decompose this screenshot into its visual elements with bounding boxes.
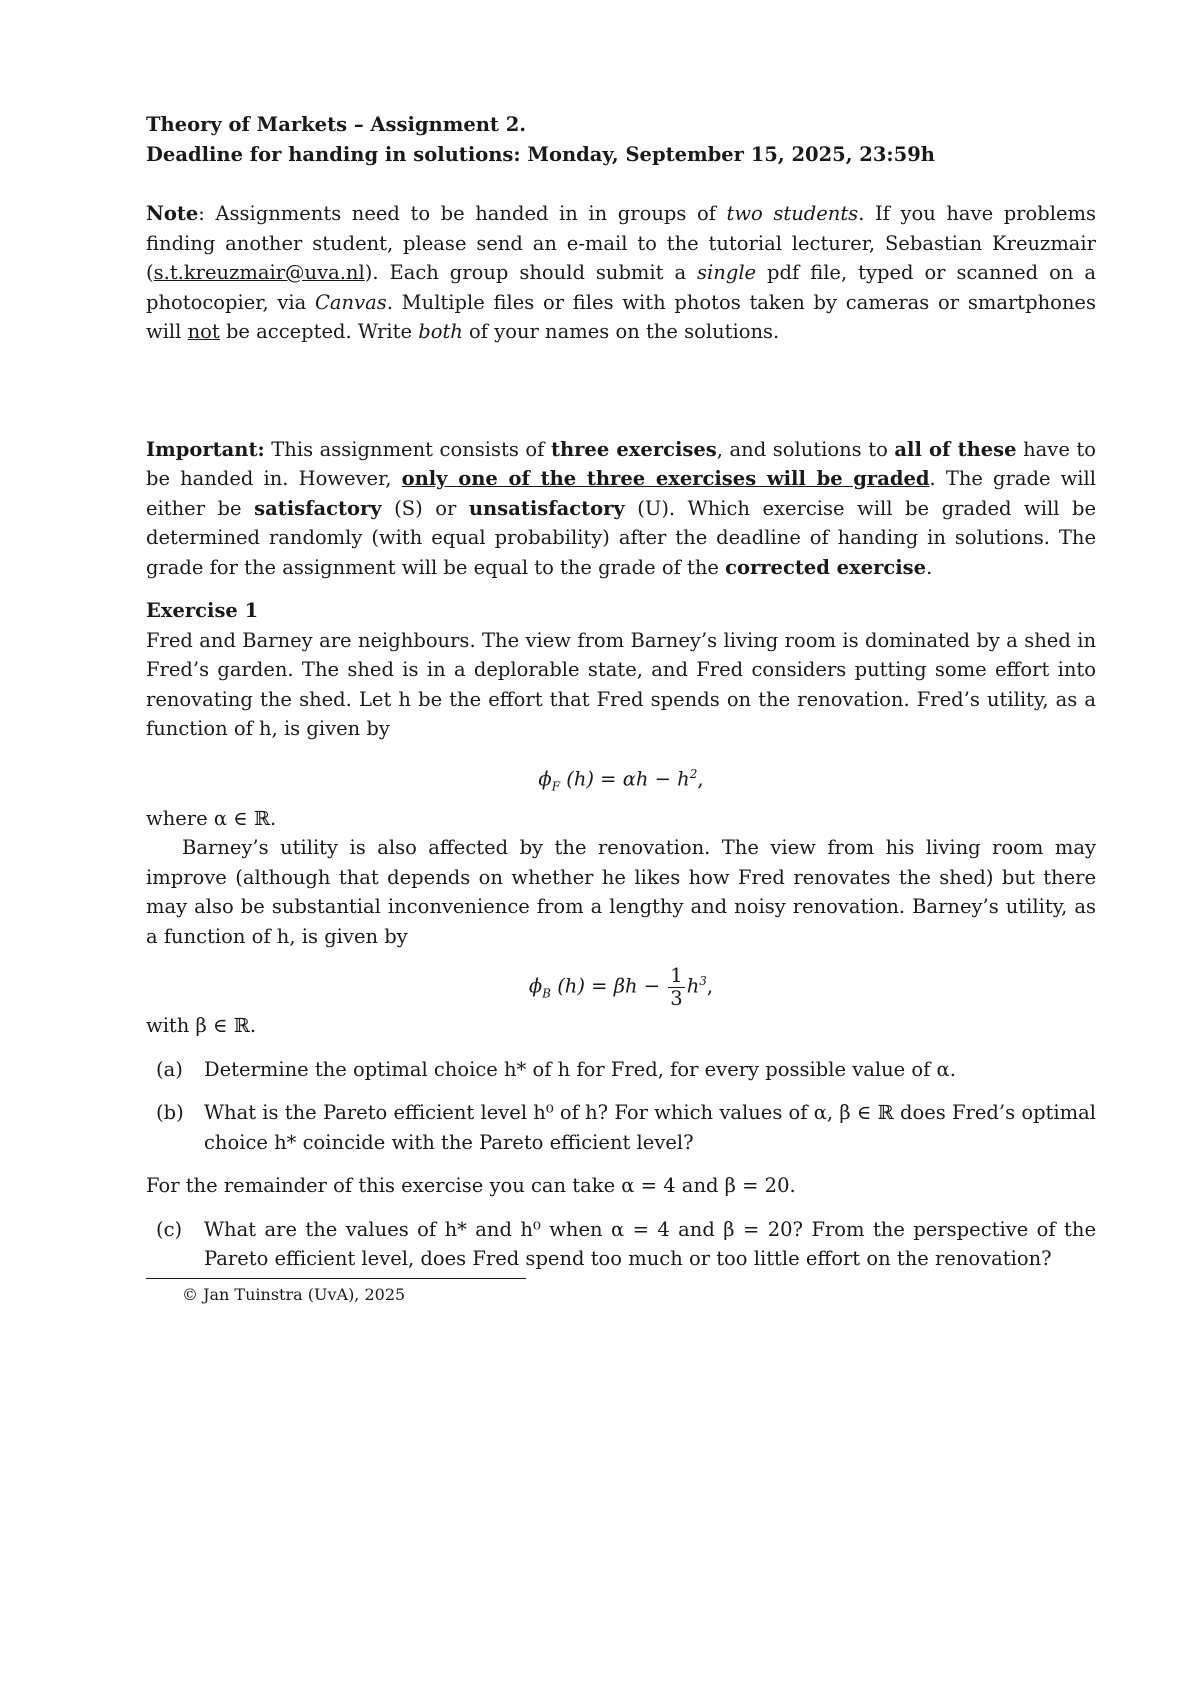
eq-tail: , [697, 767, 704, 790]
note-text: . Multiple files or files with photos taken by cameras or smartphones will [146, 290, 1096, 343]
note-text: be accepted. Write [219, 320, 419, 343]
question-item [146, 1215, 1096, 1274]
eq-tail: , [706, 974, 714, 998]
important-bold: all of these [894, 437, 1017, 461]
barney-paragraph: Barney’s utility is also affected by the renovation. The view from his living room may improve (although that depends on whether he likes how Fred renovates the shed) but there may also be substantial inconvenience from a lengthy and noisy renovation. Barney’s utility, as a function of h, is given by [146, 836, 1096, 948]
eq-body: (h) = βh − [551, 974, 667, 998]
note-text: . If you have problems finding another student, please send an e-mail to the tutorial lecturer, Sebastian Kreuzmair ( [146, 202, 1096, 284]
eq-subscript: B [542, 986, 551, 1001]
note-paragraph [146, 199, 1096, 347]
deadline-line: Deadline for handing in solutions: Monday, September 15, 2025, 23:59h [146, 142, 935, 166]
email-link[interactable]: s.t.kreuzmair@uva.nl [153, 261, 365, 284]
note-emphasis: Canvas [314, 290, 387, 314]
important-text: This assignment consists of [264, 437, 551, 461]
eq-fraction [668, 965, 684, 1010]
note-underline: not [187, 320, 220, 343]
assignment-title: Theory of Markets – Assignment 2. [146, 113, 527, 136]
eq-denominator: 3 [670, 986, 683, 1010]
question-text: What is the Pareto efficient level h⁰ of h? For which values of α, β ∈ ℝ does Fred’s optimal choice h* coincide with the Pareto efficient level? [204, 1101, 1096, 1154]
eq-symbol: ϕ [528, 974, 543, 998]
note-emphasis: single [697, 261, 757, 284]
note-text: pdf file, typed or scanned on a photocopier, via [146, 261, 1096, 314]
eq-superscript: 2 [689, 766, 698, 781]
with-beta: with β ∈ ℝ. [146, 1014, 257, 1037]
note-text: of your names on the solutions. [462, 320, 780, 343]
eq-superscript: 3 [699, 974, 707, 988]
question-label: (b) [156, 1101, 184, 1124]
copyright-footnote: © Jan Tuinstra (UvA), 2025 [182, 1284, 406, 1304]
footnote-divider [146, 1278, 526, 1279]
important-bold-underline: only one of the three exercises will be graded [401, 467, 930, 490]
document-page [146, 110, 1096, 1307]
note-text: ). Each group should submit a [364, 261, 698, 284]
important-label: Important: [146, 437, 265, 461]
eq-symbol: ϕ [538, 767, 552, 790]
important-text: , and solutions to [716, 437, 895, 461]
important-text: . The grade will either be [146, 467, 1096, 520]
important-bold: satisfactory [254, 496, 382, 520]
eq-subscript: F [551, 778, 561, 793]
question-label: (c) [156, 1217, 183, 1241]
note-text: : Assignments need to be handed in in groups of [198, 202, 727, 225]
where-alpha: where α ∈ ℝ. [146, 806, 277, 830]
question-item [146, 1055, 1096, 1085]
question-list-ab [146, 1055, 1096, 1158]
important-bold: three exercises [550, 437, 717, 461]
exercise-intro: Fred and Barney are neighbours. The view from Barney’s living room is dominated by a shed in Fred’s garden. The shed is in a deplorable state, and Fred considers putting some effort into renovating the shed. Let h be the effort that Fred spends on the renovation. Fred’s utility, as a function of h, is given by [146, 628, 1096, 740]
eq-body: h [686, 974, 700, 998]
important-text: . [926, 555, 933, 579]
equation-barney-utility [146, 963, 1096, 1010]
exercise-heading: Exercise 1 [146, 599, 259, 622]
important-text: have to be handed in. However, [146, 437, 1096, 490]
equation-fred-utility [146, 756, 1096, 792]
question-text: What are the values of h* and h⁰ when α = 4 and β = 20? From the perspective of the Pareto efficient level, does Fred spend too much or too little effort on the renovation? [204, 1217, 1096, 1270]
remainder-note: For the remainder of this exercise you can take α = 4 and β = 20. [146, 1174, 796, 1197]
question-label: (a) [156, 1057, 183, 1081]
question-item [146, 1098, 1096, 1157]
important-text: (U). Which exercise will be graded will be determined randomly (with equal probability) after the deadline of handing in solutions. The grade for the assignment will be equal to the grade of the [146, 496, 1097, 579]
eq-body: (h) = αh − h [560, 767, 690, 790]
note-emphasis: both [418, 320, 463, 343]
important-bold: corrected exercise [725, 555, 927, 579]
important-bold: unsatisfactory [468, 496, 625, 520]
important-paragraph [146, 435, 1096, 583]
question-list-c [146, 1215, 1096, 1274]
important-text: (S) or [381, 496, 469, 520]
eq-numerator: 1 [670, 963, 683, 987]
question-text: Determine the optimal choice h* of h for Fred, for every possible value of α. [204, 1057, 956, 1081]
note-label: Note [146, 202, 199, 225]
note-emphasis: two students [726, 202, 859, 225]
